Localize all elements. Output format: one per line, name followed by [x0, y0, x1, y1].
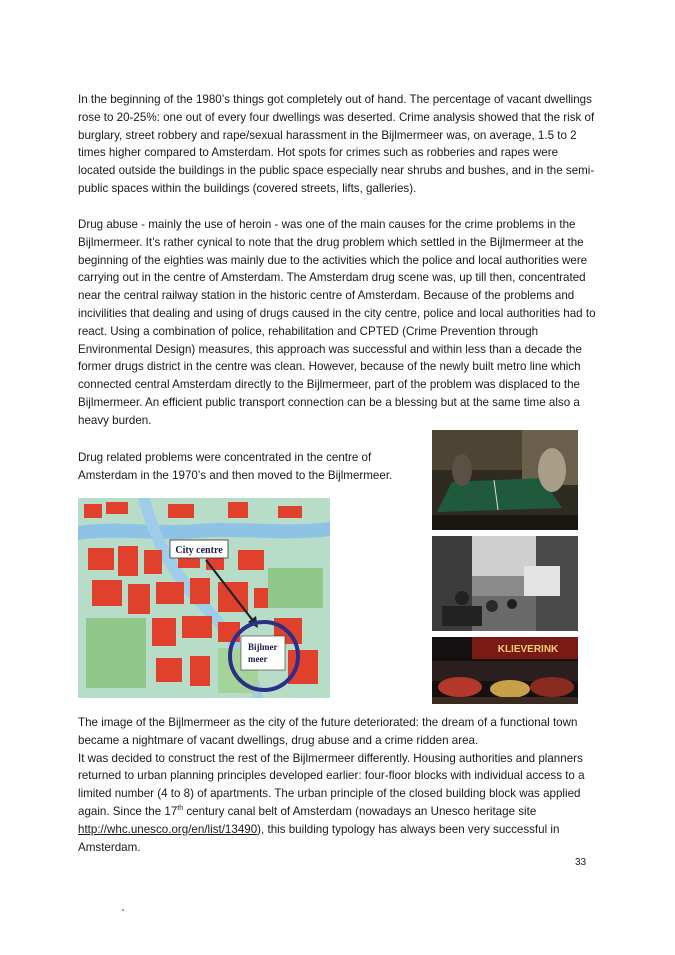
paragraph-urban-planning — [78, 714, 608, 856]
paragraph-drug-abuse: Drug abuse - mainly the use of heroin - was one of the main causes for the crime problems in the Bijlmermeer. It’s rather cynical to note that the drug problem which settled in the Bijlmermeer at the beginning of the eighties was mainly due to the activities which the police and local authorities were carrying out in the centre of Amsterdam. The Amsterdam drug scene was, up till then, concentrated near the central railway station in the historic centre of Amsterdam. Because of the problems and incivilities that dealing and using of drugs caused in the city centre, police and local authorities had to react. Using a combination of police, rehabilitation and CPTED (Crime Prevention through Environmental Design) measures, this approach was successful and within less than a decade the former drugs district in the centre was clean. However, because of the newly built metro line which connected central Amsterdam directly to the Bijlmermeer, part of the problem was displaced to the Bijlmermeer. An efficient public transport connection can be a blessing but at the same time also a heavy burden. — [78, 218, 596, 427]
bijlmermeer-label-line2: meer — [248, 654, 268, 664]
bijlmermeer-label-line1: Bijlmer — [248, 642, 278, 652]
map-caption: Drug related problems were concentrated in the centre of Amsterdam in the 1970’s and then moved to the Bijlmermeer. — [78, 451, 393, 482]
unesco-link[interactable]: http://whc.unesco.org/en/list/13490 — [78, 822, 258, 836]
superscript-th: th — [177, 805, 184, 813]
paragraph-future-deteriorated: The image of the Bijlmermeer as the city of the future deteriorated: the dream of a functional town became a nightmare of vacant dwellings, drug abuse and a crime ridden area. — [78, 716, 578, 747]
page-number: 33 — [575, 857, 587, 868]
kliewerink-sign: KLIEVERINK — [497, 644, 559, 655]
city-centre-label: City centre — [175, 545, 223, 556]
paragraph-vacancy-crime: In the beginning of the 1980’s things got completely out of hand. The percentage of vacant dwellings rose to 20-25%: one out of every four dwellings was deserted. Crime analysis showed that the risk of burglary, street robbery and rape/sexual harassment in the Bijlmermeer was, on average, 1.5 to 2 times higher compared to Amsterdam. Hot spots for crimes such as robberies and rapes were located outside the buildings in the public space especially near shrubs and bushes, and in the semi-public spaces within the buildings (covered streets, lifts, galleries). — [78, 93, 595, 195]
paragraph-construct-differently: It was decided to construct the rest of the Bijlmermeer differently. Housing authorities and planners returned to urban planning principles developed earlier: four-floor blocks with individual access to a limited number (4 to 8) of apartments. The urban principle of the closed building block was applied again. Since the 17 — [78, 751, 585, 818]
paragraph-canal-belt: century canal belt of Amsterdam (nowadays an Unesco heritage site — [183, 804, 537, 818]
photo-street-scene — [432, 536, 578, 631]
amsterdam-map — [78, 498, 330, 698]
photo-night-street-sign — [432, 637, 578, 704]
photo-table-tennis-interior — [432, 430, 578, 530]
paragraph-typology: ), this building typology has always been very successful in Amsterdam. — [78, 822, 560, 854]
scan-speck — [122, 909, 124, 911]
